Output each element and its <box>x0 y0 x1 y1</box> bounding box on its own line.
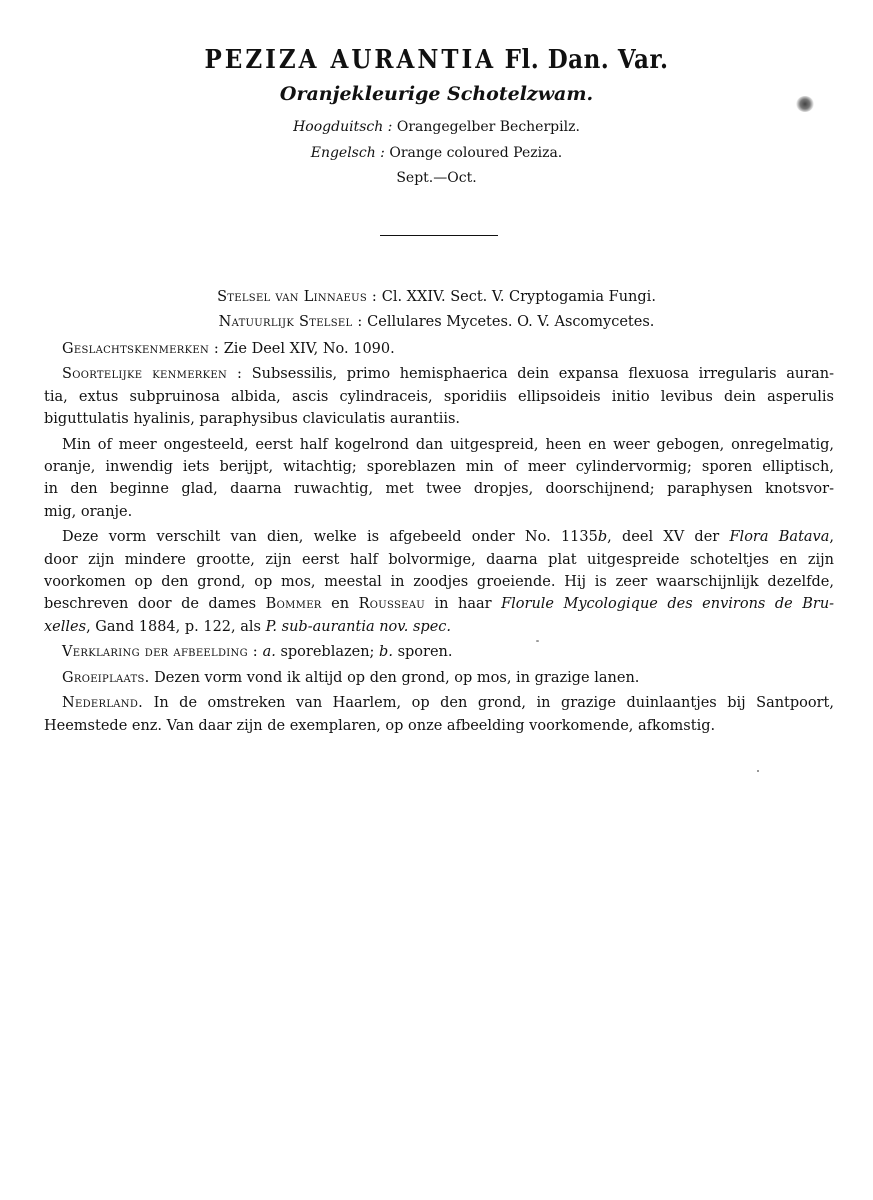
form-line-1 <box>44 526 834 548</box>
natural-label: Natuurlijk Stelsel : <box>218 314 363 330</box>
genus-label: Geslachtskenmerken : <box>62 341 220 357</box>
explanation-b-key: b. <box>379 644 393 661</box>
linnaeus-label: Stelsel van Linnaeus : <box>217 289 378 305</box>
explanation-a-key: a. <box>262 644 276 661</box>
dutch-line-4: mig, oranje. <box>44 503 133 520</box>
title-genus: PEZIZA AURANTIA <box>204 44 497 75</box>
nl-line-1 <box>44 692 834 714</box>
english-label: Engelsch : <box>310 145 385 161</box>
genus-characters <box>44 338 834 360</box>
figure-explanation <box>44 641 834 663</box>
genus-value: Zie Deel XIV, No. 1090. <box>223 341 395 357</box>
form-line-2: door zijn mindere grootte, zijn eerst half bolvormige, daarna plat uitgespreide schoteltjes en zijn <box>44 551 834 568</box>
dutch-line-3: in den beginne glad, daarna ruwachtig, met twee dropjes, doorschijnend; paraphysen knotsvor- <box>44 481 834 498</box>
form-text-1e: , <box>829 529 834 546</box>
florule-ref-end: xelles <box>44 618 87 635</box>
form-comparison <box>44 526 834 638</box>
linnaeus-system-line <box>0 286 873 308</box>
nl-line-2: Heemstede enz. Van daar zijn de exemplaren, op onze afbeelding voorkomende, afkomstig. <box>44 717 716 734</box>
description-body <box>44 338 834 737</box>
natural-system-line <box>0 311 873 333</box>
form-text-1a: Deze vorm verschilt van dien, welke is afgebeeld onder No. 1135 <box>62 529 598 546</box>
species-characters <box>44 363 834 430</box>
section-divider <box>380 235 498 236</box>
species-label: Soortelijke kenmerken : <box>62 366 243 383</box>
explanation-b-text: sporen. <box>397 644 453 661</box>
form-line-3: voorkomen op den grond, op mos, meestal in zoodjes groeiende. Hij is zeer waarschijnlijk dezelfde, <box>44 574 834 591</box>
german-label: Hoogduitsch : <box>293 119 393 135</box>
species-line-3: biguttulatis hyalinis, paraphysibus claviculatis aurantiis. <box>44 411 461 428</box>
author-bommer: Bommer <box>265 596 322 613</box>
explanation-a-text: sporeblazen; <box>280 644 375 661</box>
form-text-1c: , deel XV der <box>607 529 720 546</box>
english-value: Orange coloured Peziza. <box>389 145 563 161</box>
form-line-4 <box>44 593 834 615</box>
nl-label: Nederland. <box>62 695 144 712</box>
author-rousseau: Rousseau <box>358 596 425 613</box>
linnaeus-value: Cl. XXIV. Sect. V. Cryptogamia Fungi. <box>381 289 656 305</box>
species-synonym: P. sub-aurantia nov. spec. <box>265 618 451 635</box>
species-line-1 <box>44 363 834 385</box>
florule-ref: Florule Mycologique des environs de Bru- <box>501 596 835 613</box>
form-text-4a: beschreven door de dames <box>44 596 257 613</box>
english-name-line <box>0 143 873 163</box>
paper-speck <box>536 640 539 642</box>
habitat-label: Groeiplaats. <box>62 669 150 686</box>
form-text-5b: , Gand 1884, p. 122, als <box>86 618 261 635</box>
species-line-2: tia, extus subpruinosa albida, ascis cylindraceis, sporidiis ellipsoideis initio levibus dein asperulis <box>44 388 834 405</box>
habitat <box>44 667 834 689</box>
habitat-value: Dezen vorm vond ik altijd op den grond, op mos, in grazige lanen. <box>154 669 640 686</box>
flora-batava-ref: Flora Batava <box>729 529 830 546</box>
german-value: Orangegelber Becherpilz. <box>396 119 580 135</box>
german-name-line <box>0 117 873 137</box>
form-line-5 <box>44 616 834 638</box>
form-text-1b: b <box>597 529 608 546</box>
page-title <box>0 40 873 80</box>
nl-text-1: In de omstreken van Haarlem, op den grond, in grazige duinlaantjes bij Santpoort, <box>153 695 834 712</box>
natural-value: Cellulares Mycetes. O. V. Ascomycetes. <box>367 314 655 330</box>
dutch-description <box>44 434 834 524</box>
dutch-line-2: oranje, inwendig iets berijpt, witachtig; sporeblazen min of meer cylindervormig; sporen elliptisch, <box>44 459 834 476</box>
paper-speck <box>757 770 759 772</box>
page-subtitle: Oranjekleurige Schotelzwam. <box>279 83 594 105</box>
title-authority: Fl. Dan. Var. <box>504 44 669 75</box>
form-text-4c: en <box>331 596 350 613</box>
explanation-label: Verklaring der afbeelding : <box>62 644 258 661</box>
species-text-1: Subsessilis, primo hemisphaerica dein expansa flexuosa irregularis auran- <box>251 366 834 383</box>
fruiting-period: Sept.—Oct. <box>396 170 477 186</box>
ink-smudge <box>796 96 814 112</box>
dutch-line-1: Min of meer ongesteeld, eerst half kogelrond dan uitgespreid, heen en weer gebogen, onregelmatig, <box>62 436 834 453</box>
form-text-4e: in haar <box>434 596 492 613</box>
netherlands-distribution <box>44 692 834 737</box>
